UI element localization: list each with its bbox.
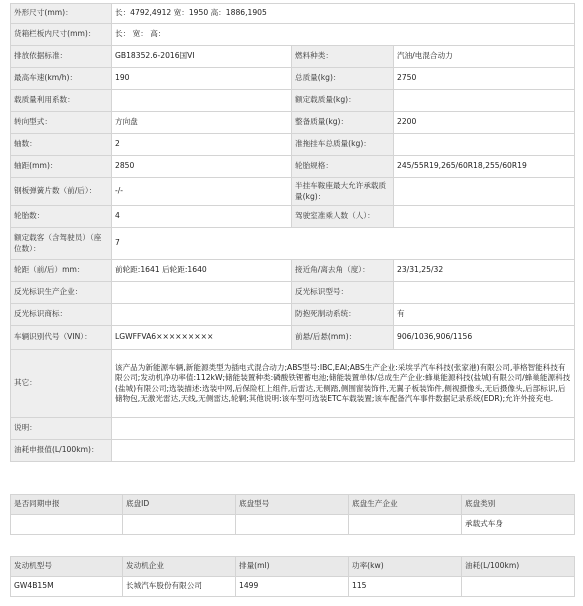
param-value	[112, 304, 292, 326]
param-label: 准拖挂车总质量(kg)：	[292, 134, 394, 156]
param-value: 4	[112, 206, 292, 228]
param-row	[11, 282, 575, 304]
engine-cell	[462, 577, 575, 597]
param-value: 2750	[394, 68, 575, 90]
chassis-column-header: 底盘生产企业	[349, 495, 462, 515]
param-value: LGWFFVA6×××××××××	[112, 326, 292, 350]
param-label: 防抱死制动系统：	[292, 304, 394, 326]
param-row	[11, 90, 575, 112]
param-label: 前悬/后悬(mm)：	[292, 326, 394, 350]
param-row	[11, 326, 575, 350]
param-label: 接近角/离去角（度）：	[292, 260, 394, 282]
param-label: 其它：	[11, 350, 112, 418]
param-row	[11, 24, 575, 46]
param-row	[11, 228, 575, 260]
engine-row	[11, 577, 575, 597]
chassis-cell	[123, 515, 236, 535]
engine-cell: 长城汽车股份有限公司	[123, 577, 236, 597]
param-label: 排放依据标准：	[11, 46, 112, 68]
param-label: 轴数：	[11, 134, 112, 156]
param-label: 油耗申报值(L/100km)：	[11, 440, 112, 462]
param-row	[11, 350, 575, 418]
param-value	[112, 282, 292, 304]
param-label: 钢板弹簧片数（前/后）：	[11, 178, 112, 206]
param-row	[11, 156, 575, 178]
engine-column-header: 发动机企业	[123, 557, 236, 577]
param-value	[394, 282, 575, 304]
param-row	[11, 260, 575, 282]
param-value: -/-	[112, 178, 292, 206]
chassis-cell: 承载式车身	[462, 515, 575, 535]
chassis-row	[11, 515, 575, 535]
param-value: 190	[112, 68, 292, 90]
param-row	[11, 440, 575, 462]
param-value	[394, 178, 575, 206]
param-label: 车辆识别代号（VIN）：	[11, 326, 112, 350]
param-label: 额定载质量(kg)：	[292, 90, 394, 112]
param-label: 货箱栏板内尺寸(mm)：	[11, 24, 112, 46]
param-label: 半挂车鞍座最大允许承载质量(kg)：	[292, 178, 394, 206]
param-label: 轮胎规格：	[292, 156, 394, 178]
param-value: 245/55R19,265/60R18,255/60R19	[394, 156, 575, 178]
param-label: 额定载客（含驾驶员）（座位数）：	[11, 228, 112, 260]
engine-column-header: 排量(ml)	[236, 557, 349, 577]
param-value	[394, 206, 575, 228]
param-label: 轮距（前/后）mm：	[11, 260, 112, 282]
param-value: 906/1036,906/1156	[394, 326, 575, 350]
param-label: 轮胎数：	[11, 206, 112, 228]
param-row	[11, 304, 575, 326]
param-row	[11, 206, 575, 228]
param-value	[394, 134, 575, 156]
param-row	[11, 418, 575, 440]
param-value: 长： 宽： 高：	[112, 24, 575, 46]
param-label: 整备质量(kg)：	[292, 112, 394, 134]
param-value: 有	[394, 304, 575, 326]
param-value: 2	[112, 134, 292, 156]
param-value: 汽油/电混合动力	[394, 46, 575, 68]
param-row	[11, 46, 575, 68]
param-row	[11, 178, 575, 206]
chassis-table	[10, 494, 575, 535]
param-label: 最高车速(km/h)：	[11, 68, 112, 90]
param-row	[11, 68, 575, 90]
param-label: 反光标识生产企业：	[11, 282, 112, 304]
param-value	[394, 90, 575, 112]
param-label: 说明：	[11, 418, 112, 440]
param-label: 驾驶室准乘人数（人）：	[292, 206, 394, 228]
engine-cell: GW4B15M	[11, 577, 123, 597]
engine-column-header: 油耗(L/100km)	[462, 557, 575, 577]
param-value: 该产品为新能源车辆,新能源类型为插电式混合动力;ABS型号:IBC,EAI;ABS生产企业:采埃孚汽车科技(张家港)有限公司,菲格智能科技有限公司;发动机净功率值:112kW;储能装置种类:磷酸铁锂蓄电池;储能装置单体/总成生产企业:蜂巢能源科技(盐城)有限公司/蜂巢能源科技(盐城)有限公司;选装描述:选装中网,后保险杠上组件,后雷达,无侧踏,侧围窗装饰件,无翼子板装饰件,侧视摄像头,无后摄像头,后部标识,后储物包,无激光雷达,天线,无侧雷达,轮辋;其他说明:该车型可选装ETC车载装置;该车配备汽车事件数据记录系统(EDR);允许外接充电.	[112, 350, 575, 418]
chassis-column-header: 底盘类别	[462, 495, 575, 515]
chassis-column-header: 底盘型号	[236, 495, 349, 515]
vehicle-params-table	[10, 3, 575, 462]
param-value: 23/31,25/32	[394, 260, 575, 282]
param-row	[11, 134, 575, 156]
param-label: 外形尺寸(mm)：	[11, 4, 112, 24]
engine-column-header: 发动机型号	[11, 557, 123, 577]
chassis-cell	[349, 515, 462, 535]
param-value	[112, 418, 575, 440]
chassis-column-header: 底盘ID	[123, 495, 236, 515]
param-value: 方向盘	[112, 112, 292, 134]
engine-table	[10, 556, 575, 597]
param-row	[11, 112, 575, 134]
param-value: 2850	[112, 156, 292, 178]
param-label: 载质量利用系数：	[11, 90, 112, 112]
param-label: 轴距(mm)：	[11, 156, 112, 178]
param-label: 总质量(kg)：	[292, 68, 394, 90]
param-label: 反光标识型号：	[292, 282, 394, 304]
param-row	[11, 4, 575, 24]
chassis-cell	[236, 515, 349, 535]
param-label: 转向型式：	[11, 112, 112, 134]
param-value	[112, 90, 292, 112]
param-value	[112, 440, 575, 462]
chassis-column-header: 是否同期申报	[11, 495, 123, 515]
param-label: 反光标识商标：	[11, 304, 112, 326]
chassis-cell	[11, 515, 123, 535]
param-label: 燃料种类：	[292, 46, 394, 68]
engine-cell: 1499	[236, 577, 349, 597]
param-value: 前轮距:1641 后轮距:1640	[112, 260, 292, 282]
param-value: GB18352.6-2016国VI	[112, 46, 292, 68]
engine-cell: 115	[349, 577, 462, 597]
engine-header-row	[11, 557, 575, 577]
param-value: 长：4792,4912 宽：1950 高：1886,1905	[112, 4, 575, 24]
engine-column-header: 功率(kw)	[349, 557, 462, 577]
chassis-header-row	[11, 495, 575, 515]
param-value: 2200	[394, 112, 575, 134]
param-value: 7	[112, 228, 575, 260]
